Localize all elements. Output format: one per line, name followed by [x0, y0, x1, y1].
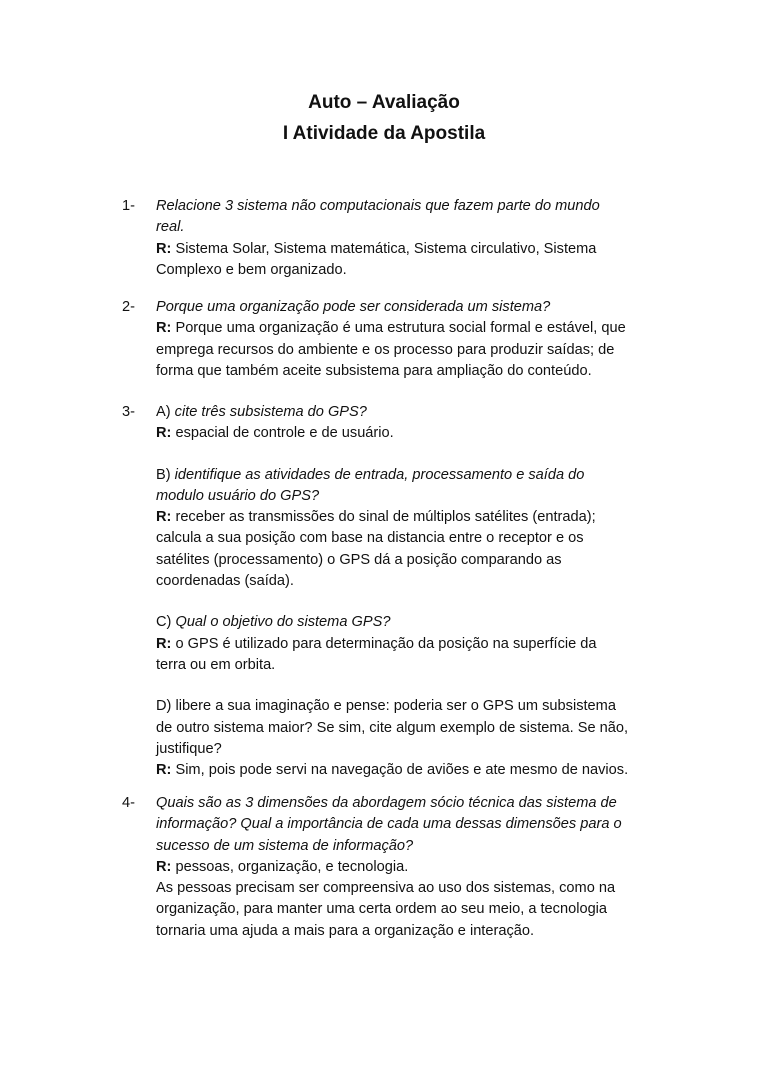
answer-label: R: [156, 425, 172, 442]
question-number: 2- [122, 299, 135, 315]
answer-label: R: [156, 320, 172, 337]
question-text: informação? Qual a importância de cada uma dessas dimensões para o [156, 816, 622, 833]
question-text: Relacione 3 sistema não computacionais que fazem parte do mundo [156, 198, 600, 214]
answer-text: coordenadas (saída). [156, 573, 294, 590]
question-number: 1- [122, 198, 135, 214]
question-text: D) libere a sua imaginação e pense: poderia ser o GPS um subsistema [156, 698, 616, 715]
answer-text: organização, para manter uma certa ordem ao seu meio, a tecnologia [156, 901, 608, 918]
question-text: Qual o objetivo do sistema GPS? [175, 614, 391, 631]
answer-line [156, 760, 662, 781]
question-text: de outro sistema maior? Se sim, cite algum exemplo de sistema. Se não, [156, 719, 629, 736]
question-text: sucesso de um sistema de informação? [156, 837, 414, 854]
answer-label: R: [156, 635, 172, 652]
page-title: Auto – Avaliação [308, 92, 460, 113]
answer-label: R: [156, 858, 172, 875]
question-text: Porque uma organização pode ser considerada um sistema? [156, 299, 551, 315]
subquestion-prefix: C) [156, 614, 176, 631]
answer-text: receber as transmissões do sinal de múltiplos satélites (entrada); [171, 509, 596, 526]
answer-label: R: [156, 509, 172, 526]
question-text: identifique as atividades de entrada, processamento e saída do [174, 466, 585, 483]
subquestion-a [156, 402, 662, 423]
answer-text: pessoas, organização, e tecnologia. [171, 858, 409, 875]
answer-label: R: [156, 762, 172, 779]
question-4-body [156, 793, 662, 942]
answer-text: calcula a sua posição com base na distancia entre o receptor e os [156, 530, 584, 547]
subquestion-c [156, 612, 662, 633]
answer-line [156, 507, 662, 528]
answer-text: As pessoas precisam ser compreensiva ao uso dos sistemas, como na [156, 880, 616, 897]
answer-text: tornaria uma ajuda a mais para a organização e interação. [156, 922, 535, 939]
answer-text: emprega recursos do ambiente e os processo para produzir saídas; de [156, 341, 615, 358]
question-text: real. [156, 219, 185, 236]
answer-line [156, 634, 662, 655]
answer-label: R: [156, 240, 172, 257]
question-3-body [156, 402, 662, 781]
question-text: cite três subsistema do GPS? [174, 404, 367, 420]
answer-text: forma que também aceite subsistema para ampliação do conteúdo. [156, 362, 592, 379]
answer-text: o GPS é utilizado para determinação da posição na superfície da [171, 635, 597, 652]
answer-text: Porque uma organização é uma estrutura social formal e estável, que [171, 320, 626, 337]
subquestion-prefix: B) [156, 466, 175, 483]
answer-line [156, 857, 662, 878]
answer-text: espacial de controle e de usuário. [171, 425, 394, 442]
answer-line [156, 423, 662, 444]
answer-text: Sim, pois pode servi na navegação de aviões e ate mesmo de navios. [171, 762, 629, 779]
subquestion-b [156, 465, 662, 486]
answer-line [156, 318, 662, 339]
question-text: Quais são as 3 dimensões da abordagem sócio técnica das sistema de [156, 795, 617, 811]
question-text: modulo usuário do GPS? [156, 487, 320, 504]
subquestion-prefix: A) [156, 404, 175, 420]
answer-text: satélites (processamento) o GPS dá a posição comparando as [156, 551, 562, 568]
question-1-body [156, 196, 662, 281]
answer-text: terra ou em orbita. [156, 656, 276, 673]
page-subtitle: I Atividade da Apostila [282, 123, 486, 144]
question-number: 4- [122, 795, 135, 811]
answer-text: Complexo e bem organizado. [156, 261, 347, 278]
answer-line [156, 239, 662, 260]
question-number: 3- [122, 404, 135, 420]
question-text: justifique? [156, 740, 222, 757]
answer-text: Sistema Solar, Sistema matemática, Sistema circulativo, Sistema [171, 240, 597, 257]
question-2-body [156, 297, 662, 382]
